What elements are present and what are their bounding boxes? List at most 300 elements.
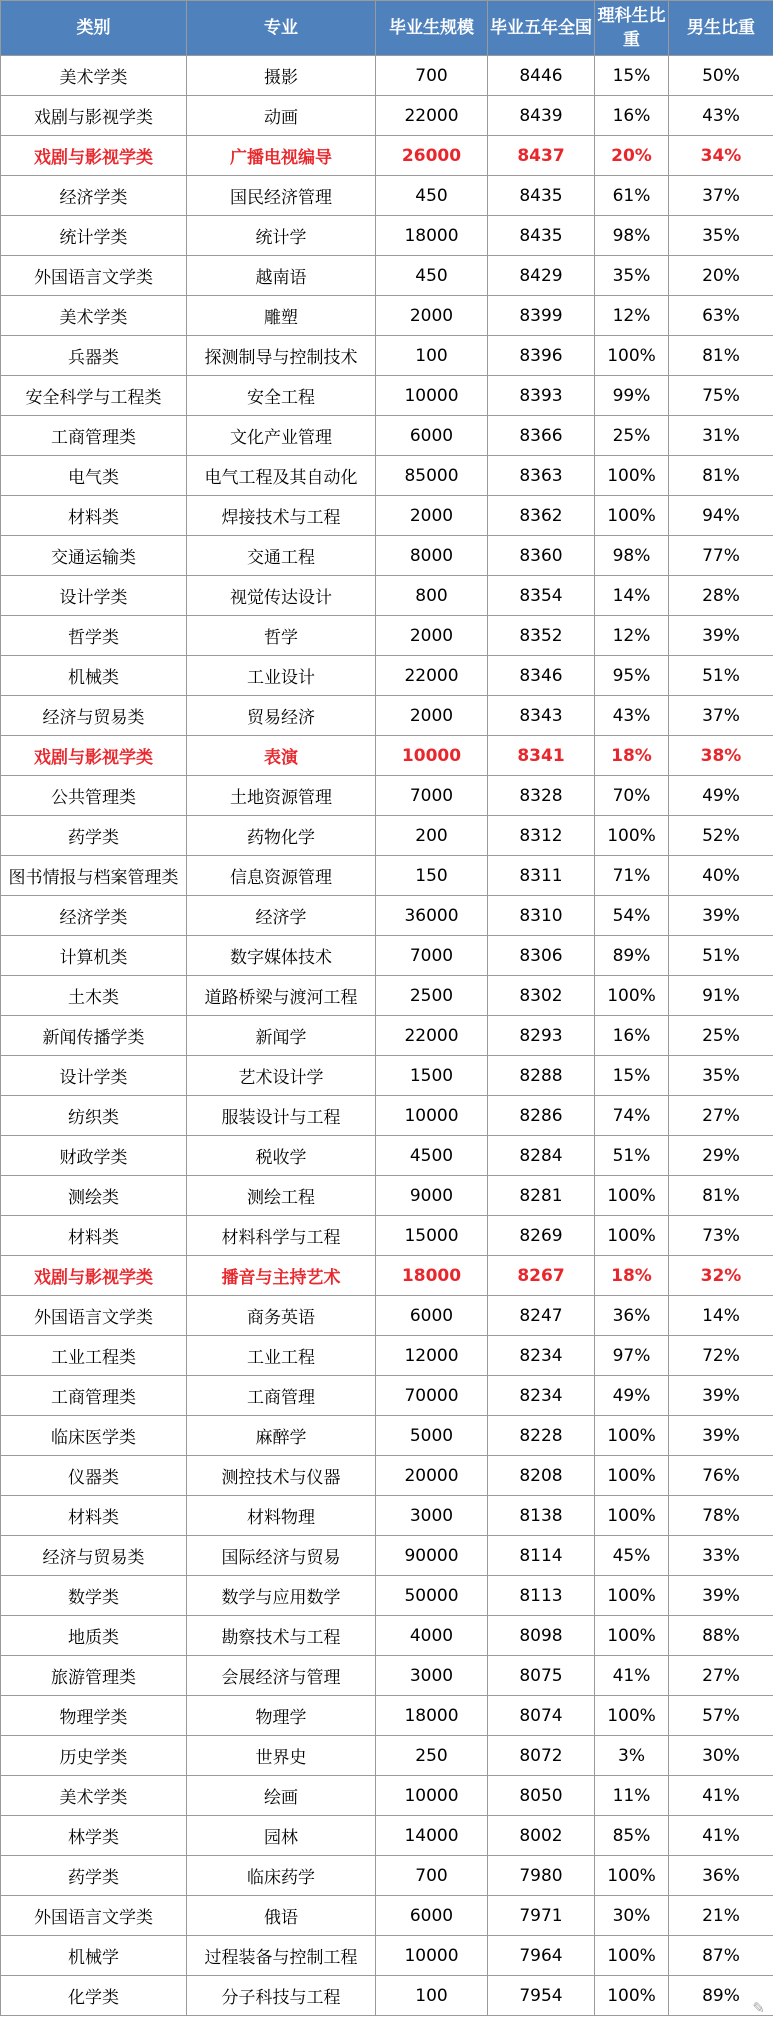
cell-science-share: 16% bbox=[595, 96, 669, 136]
cell-major: 动画 bbox=[187, 96, 376, 136]
cell-science-share: 61% bbox=[595, 176, 669, 216]
cell-graduate-scale: 10000 bbox=[376, 736, 488, 776]
cell-major: 国际经济与贸易 bbox=[187, 1536, 376, 1576]
table-row bbox=[1, 1216, 773, 1256]
table-row bbox=[1, 696, 773, 736]
cell-five-year-national: 8050 bbox=[488, 1776, 595, 1816]
cell-graduate-scale: 150 bbox=[376, 856, 488, 896]
cell-science-share: 100% bbox=[595, 456, 669, 496]
cell-category: 旅游管理类 bbox=[1, 1656, 187, 1696]
cell-category: 临床医学类 bbox=[1, 1416, 187, 1456]
cell-major: 哲学 bbox=[187, 616, 376, 656]
cell-major: 经济学 bbox=[187, 896, 376, 936]
cell-category: 物理学类 bbox=[1, 1696, 187, 1736]
cell-science-share: 89% bbox=[595, 936, 669, 976]
table-row bbox=[1, 136, 773, 176]
cell-major: 勘察技术与工程 bbox=[187, 1616, 376, 1656]
cell-five-year-national: 8281 bbox=[488, 1176, 595, 1216]
cell-science-share: 15% bbox=[595, 56, 669, 96]
cell-major: 服装设计与工程 bbox=[187, 1096, 376, 1136]
cell-major: 视觉传达设计 bbox=[187, 576, 376, 616]
cell-male-share: 32% bbox=[669, 1256, 773, 1296]
cell-science-share: 71% bbox=[595, 856, 669, 896]
cell-major: 测绘工程 bbox=[187, 1176, 376, 1216]
cell-male-share: 75% bbox=[669, 376, 773, 416]
cell-category: 财政学类 bbox=[1, 1136, 187, 1176]
table-row bbox=[1, 1776, 773, 1816]
cell-male-share: 81% bbox=[669, 456, 773, 496]
cell-five-year-national: 8072 bbox=[488, 1736, 595, 1776]
cell-category: 外国语言文学类 bbox=[1, 1296, 187, 1336]
table-row bbox=[1, 1736, 773, 1776]
cell-category: 药学类 bbox=[1, 1856, 187, 1896]
table-row bbox=[1, 936, 773, 976]
cell-major: 数字媒体技术 bbox=[187, 936, 376, 976]
table-row bbox=[1, 1176, 773, 1216]
cell-graduate-scale: 4000 bbox=[376, 1616, 488, 1656]
cell-major: 会展经济与管理 bbox=[187, 1656, 376, 1696]
cell-five-year-national: 8234 bbox=[488, 1376, 595, 1416]
cell-major: 绘画 bbox=[187, 1776, 376, 1816]
cell-male-share: 87% bbox=[669, 1936, 773, 1976]
cell-major: 电气工程及其自动化 bbox=[187, 456, 376, 496]
cell-category: 设计学类 bbox=[1, 576, 187, 616]
cell-science-share: 12% bbox=[595, 296, 669, 336]
cell-five-year-national: 8328 bbox=[488, 776, 595, 816]
cell-male-share: 38% bbox=[669, 736, 773, 776]
cell-major: 土地资源管理 bbox=[187, 776, 376, 816]
table-row bbox=[1, 256, 773, 296]
cell-graduate-scale: 7000 bbox=[376, 776, 488, 816]
cell-graduate-scale: 200 bbox=[376, 816, 488, 856]
cell-science-share: 70% bbox=[595, 776, 669, 816]
cell-graduate-scale: 10000 bbox=[376, 1776, 488, 1816]
cell-male-share: 30% bbox=[669, 1736, 773, 1776]
cell-five-year-national: 8247 bbox=[488, 1296, 595, 1336]
cell-category: 化学类 bbox=[1, 1976, 187, 2016]
cell-science-share: 14% bbox=[595, 576, 669, 616]
cell-major: 测控技术与仪器 bbox=[187, 1456, 376, 1496]
cell-five-year-national: 8267 bbox=[488, 1256, 595, 1296]
table-row bbox=[1, 976, 773, 1016]
cell-male-share: 28% bbox=[669, 576, 773, 616]
cell-science-share: 51% bbox=[595, 1136, 669, 1176]
cell-category: 戏剧与影视学类 bbox=[1, 96, 187, 136]
cell-category: 经济学类 bbox=[1, 896, 187, 936]
cell-five-year-national: 8435 bbox=[488, 176, 595, 216]
cell-science-share: 36% bbox=[595, 1296, 669, 1336]
cell-category: 测绘类 bbox=[1, 1176, 187, 1216]
cell-graduate-scale: 22000 bbox=[376, 96, 488, 136]
cell-male-share: 29% bbox=[669, 1136, 773, 1176]
cell-category: 工业工程类 bbox=[1, 1336, 187, 1376]
cell-category: 药学类 bbox=[1, 816, 187, 856]
cell-category: 经济学类 bbox=[1, 176, 187, 216]
cell-graduate-scale: 1500 bbox=[376, 1056, 488, 1096]
cell-science-share: 100% bbox=[595, 1416, 669, 1456]
cell-graduate-scale: 700 bbox=[376, 56, 488, 96]
cell-major: 文化产业管理 bbox=[187, 416, 376, 456]
cell-graduate-scale: 100 bbox=[376, 1976, 488, 2016]
cell-category: 数学类 bbox=[1, 1576, 187, 1616]
cell-category: 美术学类 bbox=[1, 1776, 187, 1816]
table-row bbox=[1, 576, 773, 616]
cell-science-share: 95% bbox=[595, 656, 669, 696]
cell-category: 哲学类 bbox=[1, 616, 187, 656]
cell-five-year-national: 8002 bbox=[488, 1816, 595, 1856]
cell-graduate-scale: 6000 bbox=[376, 1896, 488, 1936]
cell-five-year-national: 8208 bbox=[488, 1456, 595, 1496]
cell-five-year-national: 8074 bbox=[488, 1696, 595, 1736]
cell-graduate-scale: 5000 bbox=[376, 1416, 488, 1456]
cell-male-share: 50% bbox=[669, 56, 773, 96]
cell-major: 材料物理 bbox=[187, 1496, 376, 1536]
cell-category: 外国语言文学类 bbox=[1, 1896, 187, 1936]
cell-five-year-national: 8269 bbox=[488, 1216, 595, 1256]
cell-graduate-scale: 6000 bbox=[376, 1296, 488, 1336]
cell-science-share: 100% bbox=[595, 1976, 669, 2016]
cell-male-share: 25% bbox=[669, 1016, 773, 1056]
cell-category: 计算机类 bbox=[1, 936, 187, 976]
cell-category: 机械类 bbox=[1, 656, 187, 696]
cell-category: 外国语言文学类 bbox=[1, 256, 187, 296]
header-row bbox=[1, 1, 773, 56]
cell-category: 新闻传播学类 bbox=[1, 1016, 187, 1056]
cell-category: 戏剧与影视学类 bbox=[1, 136, 187, 176]
cell-science-share: 18% bbox=[595, 736, 669, 776]
cell-science-share: 43% bbox=[595, 696, 669, 736]
cell-five-year-national: 8312 bbox=[488, 816, 595, 856]
cell-graduate-scale: 70000 bbox=[376, 1376, 488, 1416]
cell-five-year-national: 8286 bbox=[488, 1096, 595, 1136]
cell-male-share: 39% bbox=[669, 896, 773, 936]
cell-science-share: 100% bbox=[595, 1456, 669, 1496]
cell-major: 越南语 bbox=[187, 256, 376, 296]
cell-five-year-national: 8306 bbox=[488, 936, 595, 976]
cell-male-share: 39% bbox=[669, 1576, 773, 1616]
table-row bbox=[1, 536, 773, 576]
cell-five-year-national: 8311 bbox=[488, 856, 595, 896]
cell-category: 美术学类 bbox=[1, 296, 187, 336]
cell-major: 探测制导与控制技术 bbox=[187, 336, 376, 376]
table-row bbox=[1, 1496, 773, 1536]
table-row bbox=[1, 1056, 773, 1096]
cell-male-share: 88% bbox=[669, 1616, 773, 1656]
cell-category: 公共管理类 bbox=[1, 776, 187, 816]
cell-science-share: 100% bbox=[595, 1176, 669, 1216]
cell-category: 安全科学与工程类 bbox=[1, 376, 187, 416]
cell-male-share: 14% bbox=[669, 1296, 773, 1336]
cell-science-share: 35% bbox=[595, 256, 669, 296]
cell-male-share: 37% bbox=[669, 696, 773, 736]
cell-major: 世界史 bbox=[187, 1736, 376, 1776]
cell-major: 贸易经济 bbox=[187, 696, 376, 736]
table-row bbox=[1, 1616, 773, 1656]
table-row bbox=[1, 1936, 773, 1976]
table-row bbox=[1, 1656, 773, 1696]
cell-science-share: 45% bbox=[595, 1536, 669, 1576]
cell-male-share: 35% bbox=[669, 1056, 773, 1096]
cell-five-year-national: 8437 bbox=[488, 136, 595, 176]
cell-male-share: 89% bbox=[669, 1976, 773, 2016]
table-row bbox=[1, 336, 773, 376]
table-row bbox=[1, 1696, 773, 1736]
cell-major: 物理学 bbox=[187, 1696, 376, 1736]
cell-major: 俄语 bbox=[187, 1896, 376, 1936]
table-row bbox=[1, 1256, 773, 1296]
cell-five-year-national: 8284 bbox=[488, 1136, 595, 1176]
cell-five-year-national: 8310 bbox=[488, 896, 595, 936]
cell-five-year-national: 8446 bbox=[488, 56, 595, 96]
table-row bbox=[1, 616, 773, 656]
cell-male-share: 94% bbox=[669, 496, 773, 536]
table-row bbox=[1, 296, 773, 336]
cell-male-share: 20% bbox=[669, 256, 773, 296]
cell-science-share: 85% bbox=[595, 1816, 669, 1856]
cell-science-share: 20% bbox=[595, 136, 669, 176]
table-row bbox=[1, 776, 773, 816]
cell-five-year-national: 8352 bbox=[488, 616, 595, 656]
cell-graduate-scale: 3000 bbox=[376, 1656, 488, 1696]
cell-category: 材料类 bbox=[1, 496, 187, 536]
cell-major: 广播电视编导 bbox=[187, 136, 376, 176]
cell-male-share: 39% bbox=[669, 1416, 773, 1456]
cell-science-share: 98% bbox=[595, 216, 669, 256]
cell-five-year-national: 8362 bbox=[488, 496, 595, 536]
cell-five-year-national: 8293 bbox=[488, 1016, 595, 1056]
cell-graduate-scale: 2500 bbox=[376, 976, 488, 1016]
watermark: ✎ bbox=[752, 1999, 765, 2017]
cell-category: 工商管理类 bbox=[1, 416, 187, 456]
header-science-share: 理科生比重 bbox=[595, 1, 669, 56]
table-row bbox=[1, 1336, 773, 1376]
table-row bbox=[1, 1136, 773, 1176]
cell-science-share: 18% bbox=[595, 1256, 669, 1296]
cell-category: 工商管理类 bbox=[1, 1376, 187, 1416]
table-row bbox=[1, 1576, 773, 1616]
cell-major: 道路桥梁与渡河工程 bbox=[187, 976, 376, 1016]
cell-category: 兵器类 bbox=[1, 336, 187, 376]
cell-graduate-scale: 15000 bbox=[376, 1216, 488, 1256]
cell-category: 经济与贸易类 bbox=[1, 1536, 187, 1576]
cell-major: 麻醉学 bbox=[187, 1416, 376, 1456]
cell-male-share: 73% bbox=[669, 1216, 773, 1256]
cell-science-share: 30% bbox=[595, 1896, 669, 1936]
cell-major: 国民经济管理 bbox=[187, 176, 376, 216]
cell-graduate-scale: 2000 bbox=[376, 616, 488, 656]
cell-category: 机械学 bbox=[1, 1936, 187, 1976]
table-row bbox=[1, 1096, 773, 1136]
cell-category: 土木类 bbox=[1, 976, 187, 1016]
table-row bbox=[1, 1536, 773, 1576]
cell-science-share: 97% bbox=[595, 1336, 669, 1376]
cell-category: 历史学类 bbox=[1, 1736, 187, 1776]
cell-science-share: 100% bbox=[595, 1496, 669, 1536]
cell-male-share: 40% bbox=[669, 856, 773, 896]
cell-science-share: 100% bbox=[595, 1696, 669, 1736]
cell-five-year-national: 8366 bbox=[488, 416, 595, 456]
cell-graduate-scale: 18000 bbox=[376, 1696, 488, 1736]
cell-category: 图书情报与档案管理类 bbox=[1, 856, 187, 896]
cell-five-year-national: 8228 bbox=[488, 1416, 595, 1456]
cell-graduate-scale: 85000 bbox=[376, 456, 488, 496]
cell-five-year-national: 8435 bbox=[488, 216, 595, 256]
cell-male-share: 77% bbox=[669, 536, 773, 576]
cell-graduate-scale: 8000 bbox=[376, 536, 488, 576]
cell-five-year-national: 8288 bbox=[488, 1056, 595, 1096]
cell-graduate-scale: 20000 bbox=[376, 1456, 488, 1496]
table-row bbox=[1, 1816, 773, 1856]
cell-graduate-scale: 18000 bbox=[376, 1256, 488, 1296]
table-body bbox=[1, 56, 773, 2016]
cell-five-year-national: 8396 bbox=[488, 336, 595, 376]
table-row bbox=[1, 736, 773, 776]
table-header bbox=[1, 1, 773, 56]
table-row bbox=[1, 1016, 773, 1056]
cell-major: 工业工程 bbox=[187, 1336, 376, 1376]
cell-science-share: 49% bbox=[595, 1376, 669, 1416]
cell-graduate-scale: 26000 bbox=[376, 136, 488, 176]
cell-graduate-scale: 10000 bbox=[376, 1096, 488, 1136]
cell-graduate-scale: 7000 bbox=[376, 936, 488, 976]
cell-male-share: 72% bbox=[669, 1336, 773, 1376]
cell-male-share: 91% bbox=[669, 976, 773, 1016]
cell-male-share: 81% bbox=[669, 1176, 773, 1216]
cell-five-year-national: 8354 bbox=[488, 576, 595, 616]
cell-science-share: 54% bbox=[595, 896, 669, 936]
cell-major: 交通工程 bbox=[187, 536, 376, 576]
cell-science-share: 100% bbox=[595, 1616, 669, 1656]
cell-male-share: 21% bbox=[669, 1896, 773, 1936]
cell-male-share: 37% bbox=[669, 176, 773, 216]
cell-five-year-national: 8343 bbox=[488, 696, 595, 736]
table-row bbox=[1, 1896, 773, 1936]
cell-graduate-scale: 450 bbox=[376, 176, 488, 216]
cell-five-year-national: 8399 bbox=[488, 296, 595, 336]
cell-five-year-national: 8114 bbox=[488, 1536, 595, 1576]
cell-science-share: 99% bbox=[595, 376, 669, 416]
cell-male-share: 49% bbox=[669, 776, 773, 816]
cell-graduate-scale: 90000 bbox=[376, 1536, 488, 1576]
cell-male-share: 76% bbox=[669, 1456, 773, 1496]
table-row bbox=[1, 1456, 773, 1496]
table-row bbox=[1, 496, 773, 536]
cell-graduate-scale: 14000 bbox=[376, 1816, 488, 1856]
table-row bbox=[1, 656, 773, 696]
cell-science-share: 25% bbox=[595, 416, 669, 456]
cell-five-year-national: 8360 bbox=[488, 536, 595, 576]
cell-male-share: 57% bbox=[669, 1696, 773, 1736]
cell-major: 焊接技术与工程 bbox=[187, 496, 376, 536]
cell-male-share: 41% bbox=[669, 1816, 773, 1856]
cell-male-share: 27% bbox=[669, 1656, 773, 1696]
cell-graduate-scale: 50000 bbox=[376, 1576, 488, 1616]
cell-major: 播音与主持艺术 bbox=[187, 1256, 376, 1296]
header-five-year-national: 毕业五年全国 bbox=[488, 1, 595, 56]
cell-five-year-national: 8393 bbox=[488, 376, 595, 416]
cell-male-share: 78% bbox=[669, 1496, 773, 1536]
cell-major: 工业设计 bbox=[187, 656, 376, 696]
table-row bbox=[1, 816, 773, 856]
cell-graduate-scale: 100 bbox=[376, 336, 488, 376]
cell-category: 设计学类 bbox=[1, 1056, 187, 1096]
cell-science-share: 100% bbox=[595, 1856, 669, 1896]
table-row bbox=[1, 456, 773, 496]
cell-five-year-national: 8439 bbox=[488, 96, 595, 136]
cell-five-year-national: 8113 bbox=[488, 1576, 595, 1616]
cell-five-year-national: 8098 bbox=[488, 1616, 595, 1656]
cell-graduate-scale: 18000 bbox=[376, 216, 488, 256]
cell-science-share: 100% bbox=[595, 1576, 669, 1616]
header-major: 专业 bbox=[187, 1, 376, 56]
cell-male-share: 34% bbox=[669, 136, 773, 176]
cell-male-share: 51% bbox=[669, 936, 773, 976]
cell-category: 仪器类 bbox=[1, 1456, 187, 1496]
cell-five-year-national: 8138 bbox=[488, 1496, 595, 1536]
cell-major: 艺术设计学 bbox=[187, 1056, 376, 1096]
cell-major: 数学与应用数学 bbox=[187, 1576, 376, 1616]
table-row bbox=[1, 96, 773, 136]
cell-category: 材料类 bbox=[1, 1216, 187, 1256]
cell-science-share: 100% bbox=[595, 1936, 669, 1976]
cell-five-year-national: 8234 bbox=[488, 1336, 595, 1376]
cell-category: 交通运输类 bbox=[1, 536, 187, 576]
cell-major: 材料科学与工程 bbox=[187, 1216, 376, 1256]
table-row bbox=[1, 1296, 773, 1336]
cell-major: 安全工程 bbox=[187, 376, 376, 416]
cell-five-year-national: 7964 bbox=[488, 1936, 595, 1976]
cell-five-year-national: 8363 bbox=[488, 456, 595, 496]
cell-male-share: 51% bbox=[669, 656, 773, 696]
table-row bbox=[1, 1416, 773, 1456]
cell-science-share: 16% bbox=[595, 1016, 669, 1056]
cell-science-share: 41% bbox=[595, 1656, 669, 1696]
cell-male-share: 39% bbox=[669, 1376, 773, 1416]
cell-major: 统计学 bbox=[187, 216, 376, 256]
cell-science-share: 3% bbox=[595, 1736, 669, 1776]
cell-male-share: 81% bbox=[669, 336, 773, 376]
cell-male-share: 63% bbox=[669, 296, 773, 336]
cell-graduate-scale: 450 bbox=[376, 256, 488, 296]
table-row bbox=[1, 176, 773, 216]
cell-five-year-national: 8346 bbox=[488, 656, 595, 696]
cell-graduate-scale: 9000 bbox=[376, 1176, 488, 1216]
cell-category: 经济与贸易类 bbox=[1, 696, 187, 736]
cell-male-share: 43% bbox=[669, 96, 773, 136]
cell-male-share: 33% bbox=[669, 1536, 773, 1576]
cell-category: 统计学类 bbox=[1, 216, 187, 256]
cell-male-share: 41% bbox=[669, 1776, 773, 1816]
cell-category: 地质类 bbox=[1, 1616, 187, 1656]
cell-five-year-national: 8302 bbox=[488, 976, 595, 1016]
cell-five-year-national: 7971 bbox=[488, 1896, 595, 1936]
table-row bbox=[1, 1856, 773, 1896]
header-graduate-scale: 毕业生规模 bbox=[376, 1, 488, 56]
cell-category: 戏剧与影视学类 bbox=[1, 1256, 187, 1296]
cell-science-share: 100% bbox=[595, 496, 669, 536]
cell-category: 林学类 bbox=[1, 1816, 187, 1856]
table-row bbox=[1, 856, 773, 896]
cell-five-year-national: 8429 bbox=[488, 256, 595, 296]
table-row bbox=[1, 376, 773, 416]
cell-major: 临床药学 bbox=[187, 1856, 376, 1896]
cell-science-share: 100% bbox=[595, 1216, 669, 1256]
cell-graduate-scale: 800 bbox=[376, 576, 488, 616]
cell-category: 美术学类 bbox=[1, 56, 187, 96]
table-row bbox=[1, 1976, 773, 2016]
cell-major: 表演 bbox=[187, 736, 376, 776]
cell-male-share: 27% bbox=[669, 1096, 773, 1136]
